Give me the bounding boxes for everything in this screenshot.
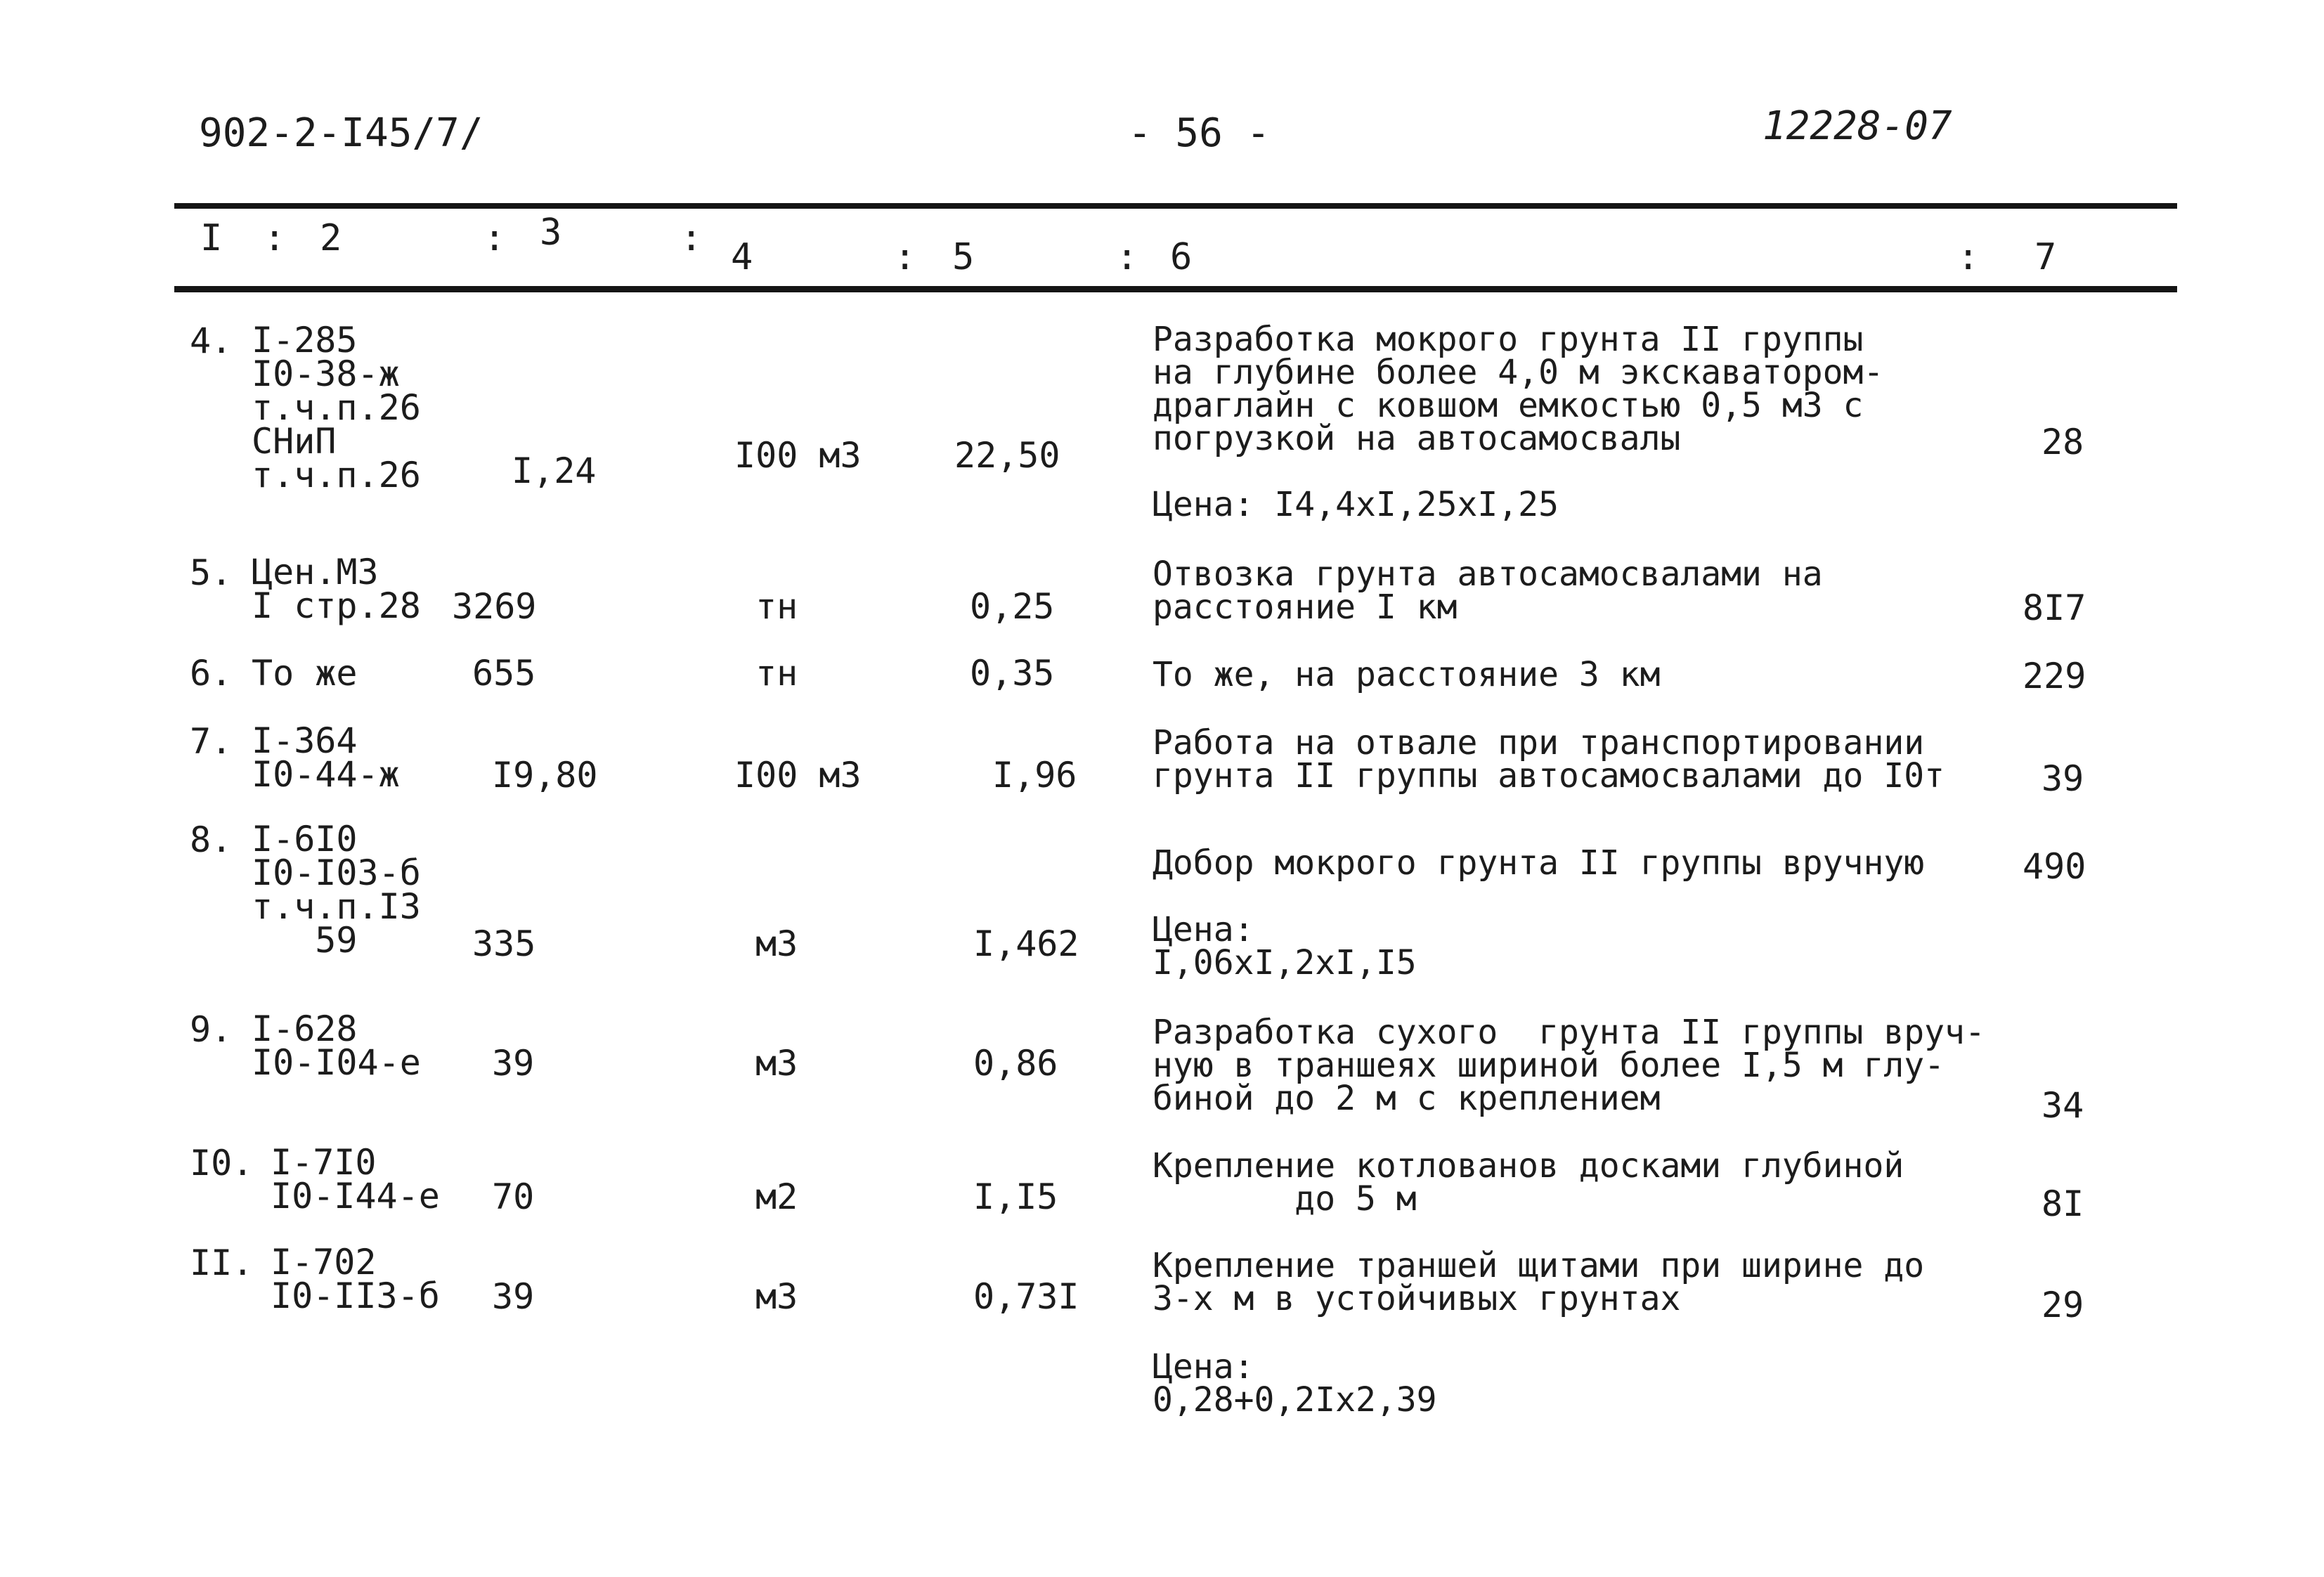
column-number-5: 5 — [952, 236, 975, 278]
unit: м2 — [755, 1176, 798, 1217]
norm-reference: То же — [252, 653, 358, 694]
quantity: 655 — [472, 653, 536, 694]
column-separator: : — [680, 217, 703, 259]
total-cost: 8I7 — [2023, 588, 2086, 628]
quantity: 39 — [492, 1043, 535, 1084]
total-cost: 8I — [2041, 1183, 2084, 1224]
column-separator: : — [483, 217, 506, 259]
column-number-3: 3 — [540, 212, 562, 254]
row-number: 5. — [190, 552, 233, 593]
column-separator: : — [894, 236, 916, 278]
row-number: 6. — [190, 653, 233, 694]
unit-price: I,96 — [992, 755, 1077, 796]
unit-price: 0,35 — [970, 653, 1055, 694]
quantity: 70 — [492, 1176, 535, 1217]
norm-reference: I-364 I0-44-ж — [252, 720, 400, 795]
column-number-2: 2 — [320, 217, 342, 259]
work-description: Разработка сухого грунта II группы вруч- ную в траншеях шириной более I,5 м глу- биной до 2 м с креплением — [1153, 1013, 1985, 1118]
row-number: II. — [190, 1242, 254, 1283]
work-description: Отвозка грунта автосамосвалами на расстояние I км — [1153, 554, 1823, 627]
unit: I00 м3 — [734, 755, 862, 796]
row-number: I0. — [190, 1143, 254, 1183]
total-cost: 29 — [2041, 1285, 2084, 1325]
norm-reference: I-702 I0-II3-б — [271, 1242, 440, 1316]
column-separator: : — [1116, 236, 1138, 278]
unit-price: I,462 — [973, 923, 1079, 964]
unit-price: 0,25 — [970, 586, 1055, 627]
quantity: 39 — [492, 1276, 535, 1317]
work-description: То же, на расстояние 3 км — [1153, 655, 1661, 694]
unit: м3 — [755, 1276, 798, 1317]
table-top-rule — [174, 203, 2177, 209]
work-description: Работа на отвале при транспортировании грунта II группы автосамосвалами до I0т — [1153, 723, 1945, 796]
total-cost: 39 — [2041, 758, 2084, 799]
column-separator: : — [1957, 236, 1980, 278]
unit: м3 — [755, 923, 798, 964]
total-cost: 34 — [2041, 1085, 2084, 1126]
unit: тн — [755, 586, 798, 627]
norm-reference: I-285 I0-38-ж т.ч.п.26 СНиП т.ч.п.26 — [252, 320, 421, 495]
total-cost: 229 — [2023, 656, 2086, 696]
row-number: 4. — [190, 320, 233, 361]
column-number-4: 4 — [731, 236, 753, 278]
price-formula: Цена: I,06xI,2xI,I5 — [1153, 910, 1417, 982]
unit-price: 0,73I — [973, 1276, 1079, 1317]
table-header-rule — [174, 286, 2177, 292]
norm-reference: I-7I0 I0-I44-е — [271, 1142, 440, 1216]
quantity: I,24 — [512, 450, 597, 491]
norm-reference: I-6I0 I0-I03-б т.ч.п.I3 59 — [252, 819, 421, 961]
norm-reference: I-628 I0-I04-е — [252, 1008, 421, 1083]
quantity: 3269 — [452, 586, 537, 627]
column-number-1: I — [200, 217, 223, 259]
column-number-7: 7 — [2034, 236, 2057, 278]
total-cost: 490 — [2023, 846, 2086, 887]
work-description: Крепление котлованов досками глубиной до 5 м — [1153, 1146, 1904, 1219]
work-description: Добор мокрого грунта II группы вручную — [1153, 843, 1925, 883]
price-formula: Цена: 0,28+0,2Ix2,39 — [1153, 1347, 1437, 1420]
quantity: 335 — [472, 923, 536, 964]
column-number-6: 6 — [1170, 236, 1193, 278]
work-description: Крепление траншей щитами при ширине до 3-х м в устойчивых грунтах — [1153, 1246, 1925, 1318]
page-number: - 56 - — [1128, 110, 1271, 156]
unit-price: 22,50 — [954, 435, 1060, 476]
unit: I00 м3 — [734, 435, 862, 476]
total-cost: 28 — [2041, 422, 2084, 462]
unit-price: I,I5 — [973, 1176, 1058, 1217]
row-number: 9. — [190, 1009, 233, 1050]
unit: м3 — [755, 1043, 798, 1084]
row-number: 7. — [190, 721, 233, 762]
row-number: 8. — [190, 819, 233, 860]
price-formula: Цена: I4,4xI,25xI,25 — [1153, 485, 1559, 524]
norm-reference: Цен.М3 I стр.28 — [252, 552, 421, 626]
archive-number: 12228-07 — [1763, 103, 1952, 149]
quantity: I9,80 — [492, 755, 598, 796]
work-description: Разработка мокрого грунта II группы на глубине более 4,0 м экскаватором- драглайн с ковшом емкостью 0,5 м3 с погрузкой на автосамосвалы — [1153, 320, 1884, 458]
unit: тн — [755, 653, 798, 694]
document-code: 902-2-I45/7/ — [199, 110, 483, 156]
unit-price: 0,86 — [973, 1043, 1058, 1084]
column-separator: : — [264, 217, 286, 259]
